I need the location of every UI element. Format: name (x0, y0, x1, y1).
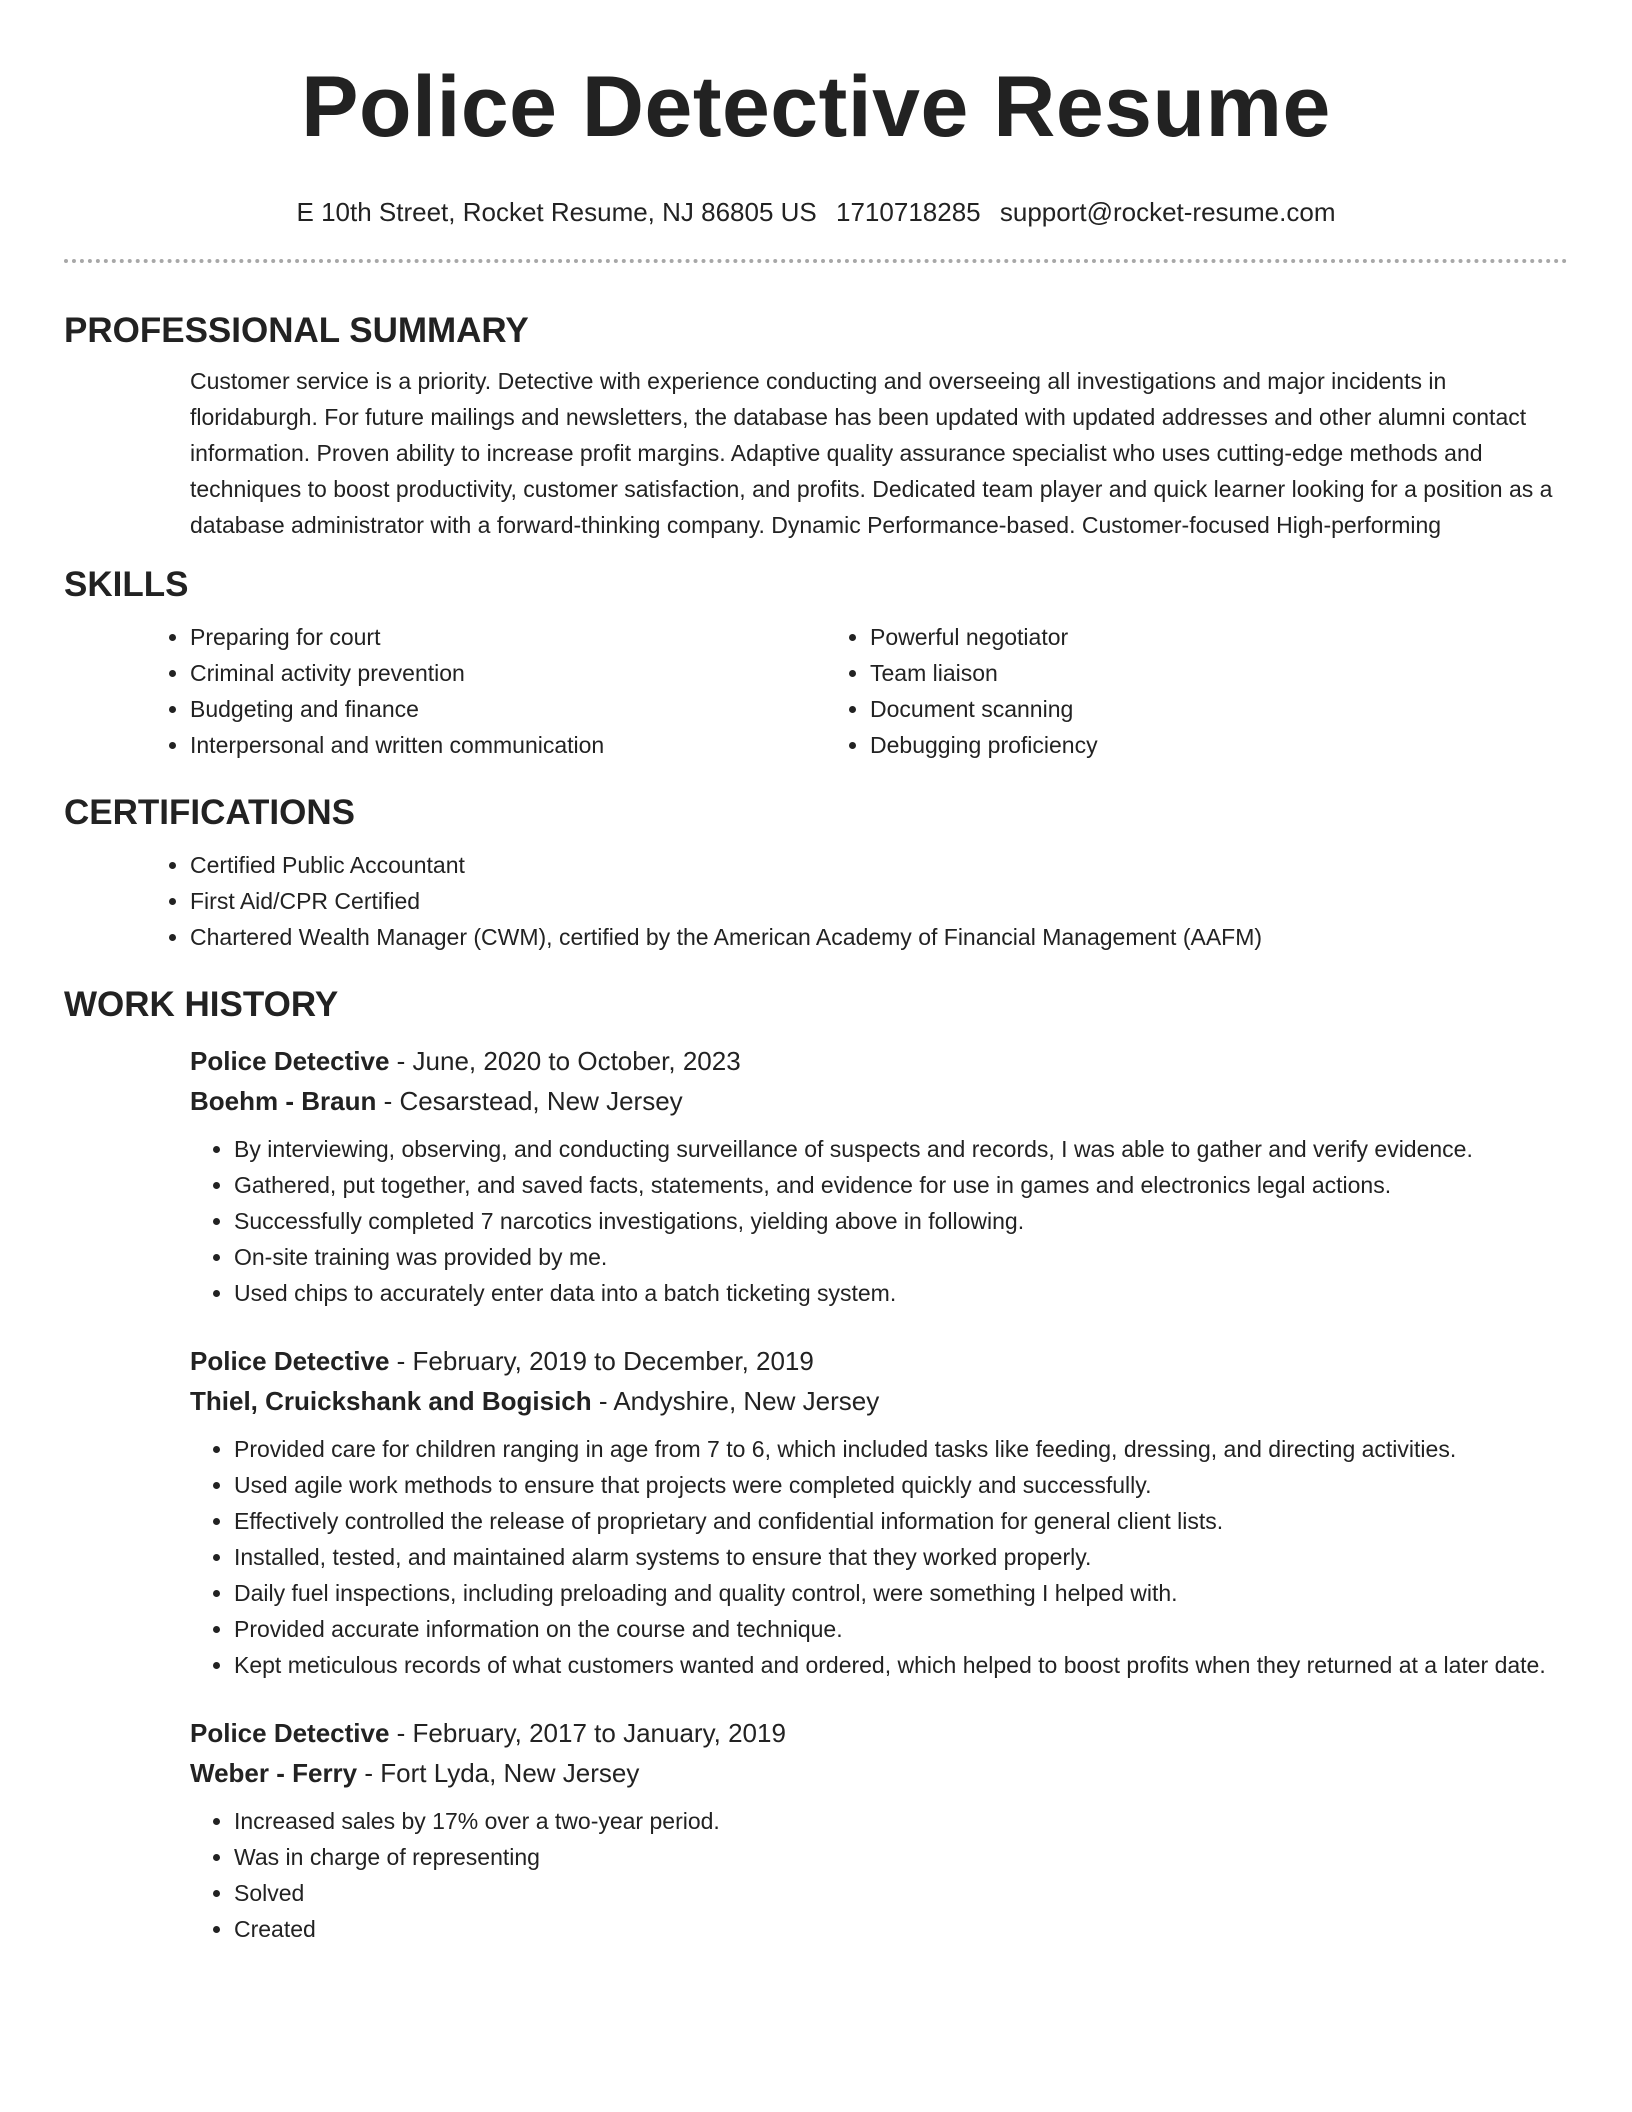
job-title: Police Detective (190, 1046, 390, 1076)
work-history-section (64, 983, 1568, 1947)
certifications-section (64, 791, 1568, 955)
job-bullet: • Gathered, put together, and saved facts, statements, and evidence for use in games and electronics legal actions. (234, 1167, 1568, 1203)
skill-item: • Powerful negotiator (870, 619, 1506, 655)
certifications-list (146, 847, 1568, 955)
skill-item: • Document scanning (870, 691, 1506, 727)
job-dates: - June, 2020 to October, 2023 (389, 1046, 741, 1076)
job-bullet: • Provided accurate information on the course and technique. (234, 1611, 1568, 1647)
job-company: Weber - Ferry (190, 1758, 358, 1788)
job-company-line (190, 1381, 1568, 1421)
job-bullet: • Created (234, 1911, 1568, 1947)
contact-line (64, 195, 1568, 229)
skill-item: • Interpersonal and written communication (190, 727, 826, 763)
job-bullets (146, 1131, 1568, 1311)
header-divider (64, 259, 1568, 263)
skill-item: • Team liaison (870, 655, 1506, 691)
skills-list-right (826, 619, 1506, 763)
job-bullets (146, 1431, 1568, 1683)
skills-heading: SKILLS (64, 565, 189, 604)
skill-item: • Criminal activity prevention (190, 655, 826, 691)
job-bullet: • Provided care for children ranging in age from 7 to 6, which included tasks like feeding, dressing, and directing activities. (234, 1431, 1568, 1467)
contact-phone: 1710718285 (836, 197, 981, 227)
job-company-line (190, 1753, 1568, 1793)
work-history-heading: WORK HISTORY (64, 985, 339, 1024)
job-bullet: • Was in charge of representing (234, 1839, 1568, 1875)
certification-item: • First Aid/CPR Certified (190, 883, 1568, 919)
job-entry (190, 1713, 1568, 1947)
job-entry (190, 1041, 1568, 1311)
summary-body (190, 363, 1568, 543)
contact-address: E 10th Street, Rocket Resume, NJ 86805 US (296, 197, 817, 227)
job-bullet: • Increased sales by 17% over a two-year period. (234, 1803, 1568, 1839)
resume-title: Police Detective Resume (301, 59, 1331, 155)
job-bullet: • On-site training was provided by me. (234, 1239, 1568, 1275)
job-bullet: • Installed, tested, and maintained alarm systems to ensure that they worked properly. (234, 1539, 1568, 1575)
skills-grid (146, 619, 1568, 763)
job-bullet: • Daily fuel inspections, including preloading and quality control, were something I helped with. (234, 1575, 1568, 1611)
job-company: Boehm - Braun (190, 1086, 377, 1116)
contact-email: support@rocket-resume.com (999, 197, 1336, 227)
summary-section (64, 309, 1568, 543)
job-company-line (190, 1081, 1568, 1121)
job-entry (190, 1341, 1568, 1683)
summary-text: Customer service is a priority. Detective with experience conducting and overseeing all investigations and major incidents in floridaburgh. For future mailings and newsletters, the database has been updated with updated addresses and other alumni contact information. Proven ability to increase profit margins. Adaptive quality assurance specialist who uses cutting-edge methods and techniques to boost productivity, customer satisfaction, and profits. Dedicated team player and quick learner looking for a position as a database administrator with a forward-thinking company. Dynamic Performance-based. Customer-focused High-performing (190, 368, 1553, 538)
job-title-line (190, 1341, 1568, 1381)
job-title: Police Detective (190, 1718, 390, 1748)
job-location: - Fort Lyda, New Jersey (357, 1758, 640, 1788)
job-title-line (190, 1713, 1568, 1753)
certifications-heading: CERTIFICATIONS (64, 793, 356, 832)
job-dates: - February, 2017 to January, 2019 (389, 1718, 786, 1748)
job-bullets (146, 1803, 1568, 1947)
certification-item: • Chartered Wealth Manager (CWM), certified by the American Academy of Financial Management (AAFM) (190, 919, 1568, 955)
skills-list-left (146, 619, 826, 763)
job-bullet: • Successfully completed 7 narcotics investigations, yielding above in following. (234, 1203, 1568, 1239)
job-bullet: • Used agile work methods to ensure that projects were completed quickly and successfully. (234, 1467, 1568, 1503)
job-bullet: • Kept meticulous records of what customers wanted and ordered, which helped to boost profits when they returned at a later date. (234, 1647, 1568, 1683)
skills-section (64, 563, 1568, 763)
summary-heading: PROFESSIONAL SUMMARY (64, 311, 529, 350)
certifications-body (146, 847, 1568, 955)
job-bullet: • Solved (234, 1875, 1568, 1911)
skill-item: • Budgeting and finance (190, 691, 826, 727)
job-title: Police Detective (190, 1346, 390, 1376)
job-dates: - February, 2019 to December, 2019 (389, 1346, 814, 1376)
job-location: - Cesarstead, New Jersey (376, 1086, 683, 1116)
job-bullet: • By interviewing, observing, and conducting surveillance of suspects and records, I was able to gather and verify evidence. (234, 1131, 1568, 1167)
job-bullet: • Used chips to accurately enter data into a batch ticketing system. (234, 1275, 1568, 1311)
job-location: - Andyshire, New Jersey (591, 1386, 880, 1416)
job-title-line (190, 1041, 1568, 1081)
skill-item: • Preparing for court (190, 619, 826, 655)
skills-column-right (826, 619, 1506, 763)
job-company: Thiel, Cruickshank and Bogisich (190, 1386, 592, 1416)
job-bullet: • Effectively controlled the release of proprietary and confidential information for general client lists. (234, 1503, 1568, 1539)
skills-column-left (146, 619, 826, 763)
skill-item: • Debugging proficiency (870, 727, 1506, 763)
certification-item: • Certified Public Accountant (190, 847, 1568, 883)
